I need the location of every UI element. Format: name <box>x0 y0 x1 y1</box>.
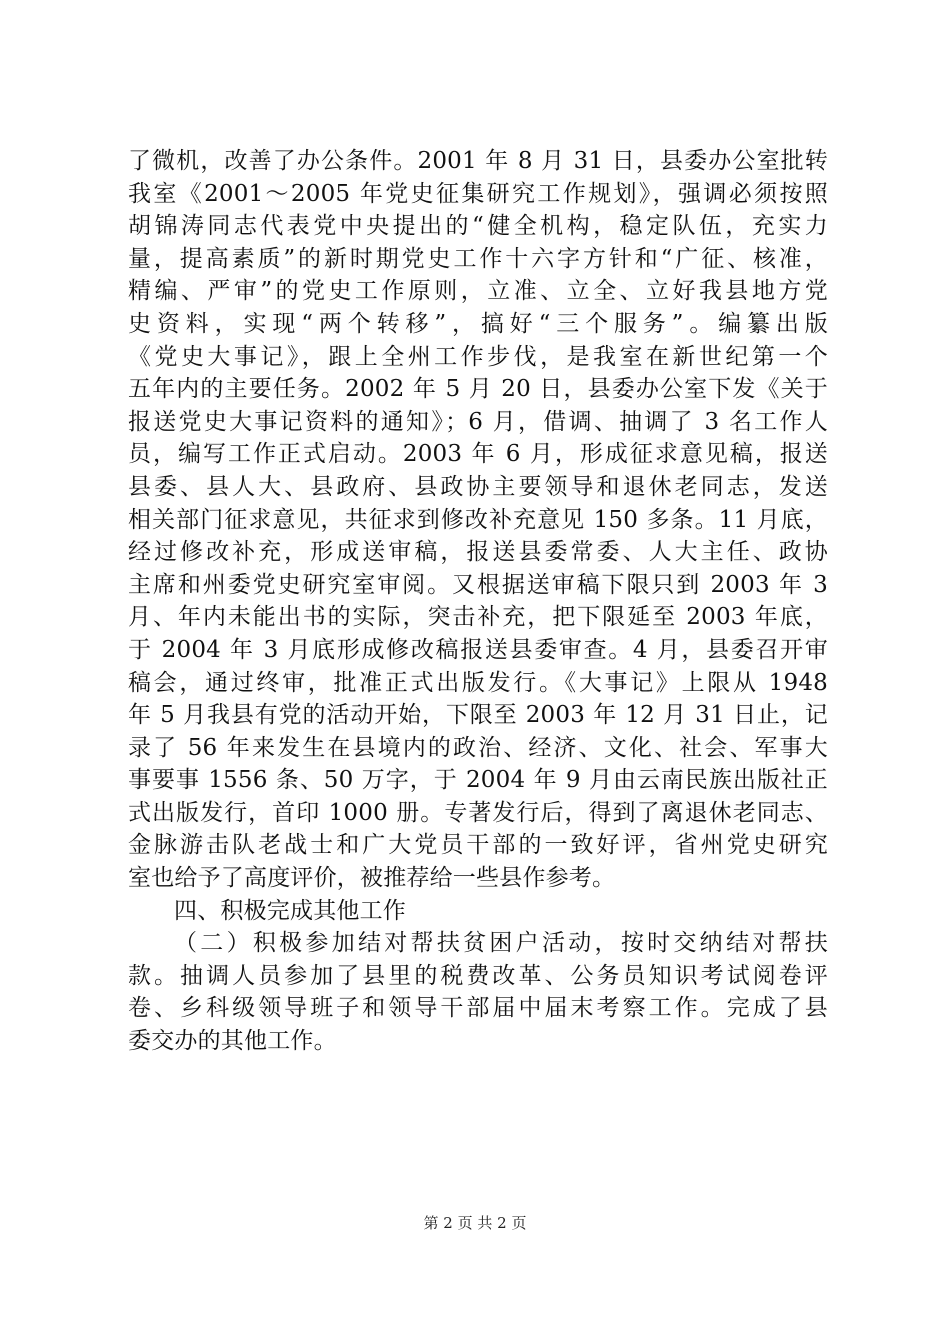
paragraph-line: 报送党史大事记资料的通知》；6 月，借调、抽调了 3 名工作人 <box>128 408 828 435</box>
paragraph-line: 员，编写工作正式启动。2003 年 6 月，形成征求意见稿，报送 <box>128 441 828 468</box>
page-number-footer: 第 2 页 共 2 页 <box>423 1214 527 1232</box>
section-heading: 四、积极完成其他工作 <box>174 897 406 924</box>
paragraph-line: 月、年内未能出书的实际，突击补充，把下限延至 2003 年底， <box>128 604 828 631</box>
paragraph-line: 经过修改补充，形成送审稿，报送县委常委、人大主任、政协 <box>128 539 828 566</box>
paragraph-line: 金脉游击队老战士和广大党员干部的一致好评，省州党史研究 <box>128 832 828 859</box>
paragraph-line: 事要事 1556 条、50 万字，于 2004 年 9 月由云南民族出版社正 <box>128 767 828 794</box>
paragraph-line: （二）积极参加结对帮扶贫困户活动，按时交纳结对帮扶 <box>174 930 828 957</box>
paragraph-line: 史资料，实现“两个转移”，搞好“三个服务”。编纂出版 <box>128 310 828 337</box>
paragraph-line: 量，提高素质”的新时期党史工作十六字方针和“广征、核准， <box>128 245 828 272</box>
paragraph-line: 县委、县人大、县政府、县政协主要领导和退休老同志，发送 <box>128 473 828 500</box>
paragraph-line: 稿会，通过终审，批准正式出版发行。《大事记》上限从 1948 <box>128 669 828 696</box>
document-body <box>128 145 828 1058</box>
paragraph-line: 精编、严审”的党史工作原则，立准、立全、立好我县地方党 <box>128 278 828 305</box>
paragraph-line: 了微机，改善了办公条件。2001 年 8 月 31 日，县委办公室批转 <box>128 148 828 174</box>
paragraph-line: 相关部门征求意见，共征求到修改补充意见 150 多条。11 月底， <box>128 506 828 533</box>
paragraph-line: 《党史大事记》，跟上全州工作步伐，是我室在新世纪第一个 <box>128 343 828 370</box>
paragraph-line: 室也给予了高度评价，被推荐给一些县作参考。 <box>128 865 616 892</box>
paragraph-line: 委交办的其他工作。 <box>128 1028 337 1055</box>
paragraph-line: 于 2004 年 3 月底形成修改稿报送县委审查。4 月，县委召开审 <box>128 636 828 663</box>
paragraph-line: 五年内的主要任务。2002 年 5 月 20 日，县委办公室下发《关于 <box>128 376 828 403</box>
paragraph-line: 主席和州委党史研究室审阅。又根据送审稿下限只到 2003 年 3 <box>128 571 828 598</box>
paragraph-line: 式出版发行，首印 1000 册。专著发行后，得到了离退休老同志、 <box>128 799 828 826</box>
paragraph-line: 卷、乡科级领导班子和领导干部届中届末考察工作。完成了县 <box>128 995 828 1022</box>
paragraph-line: 年 5 月我县有党的活动开始，下限至 2003 年 12 月 31 日止，记 <box>128 702 828 729</box>
paragraph-line: 款。抽调人员参加了县里的税费改革、公务员知识考试阅卷评 <box>128 962 828 989</box>
paragraph-line: 录了 56 年来发生在县境内的政治、经济、文化、社会、军事大 <box>128 734 828 761</box>
paragraph-line: 胡锦涛同志代表党中央提出的“健全机构，稳定队伍，充实力 <box>128 213 828 240</box>
paragraph-line: 我室《2001～2005 年党史征集研究工作规划》，强调必须按照 <box>128 180 828 207</box>
